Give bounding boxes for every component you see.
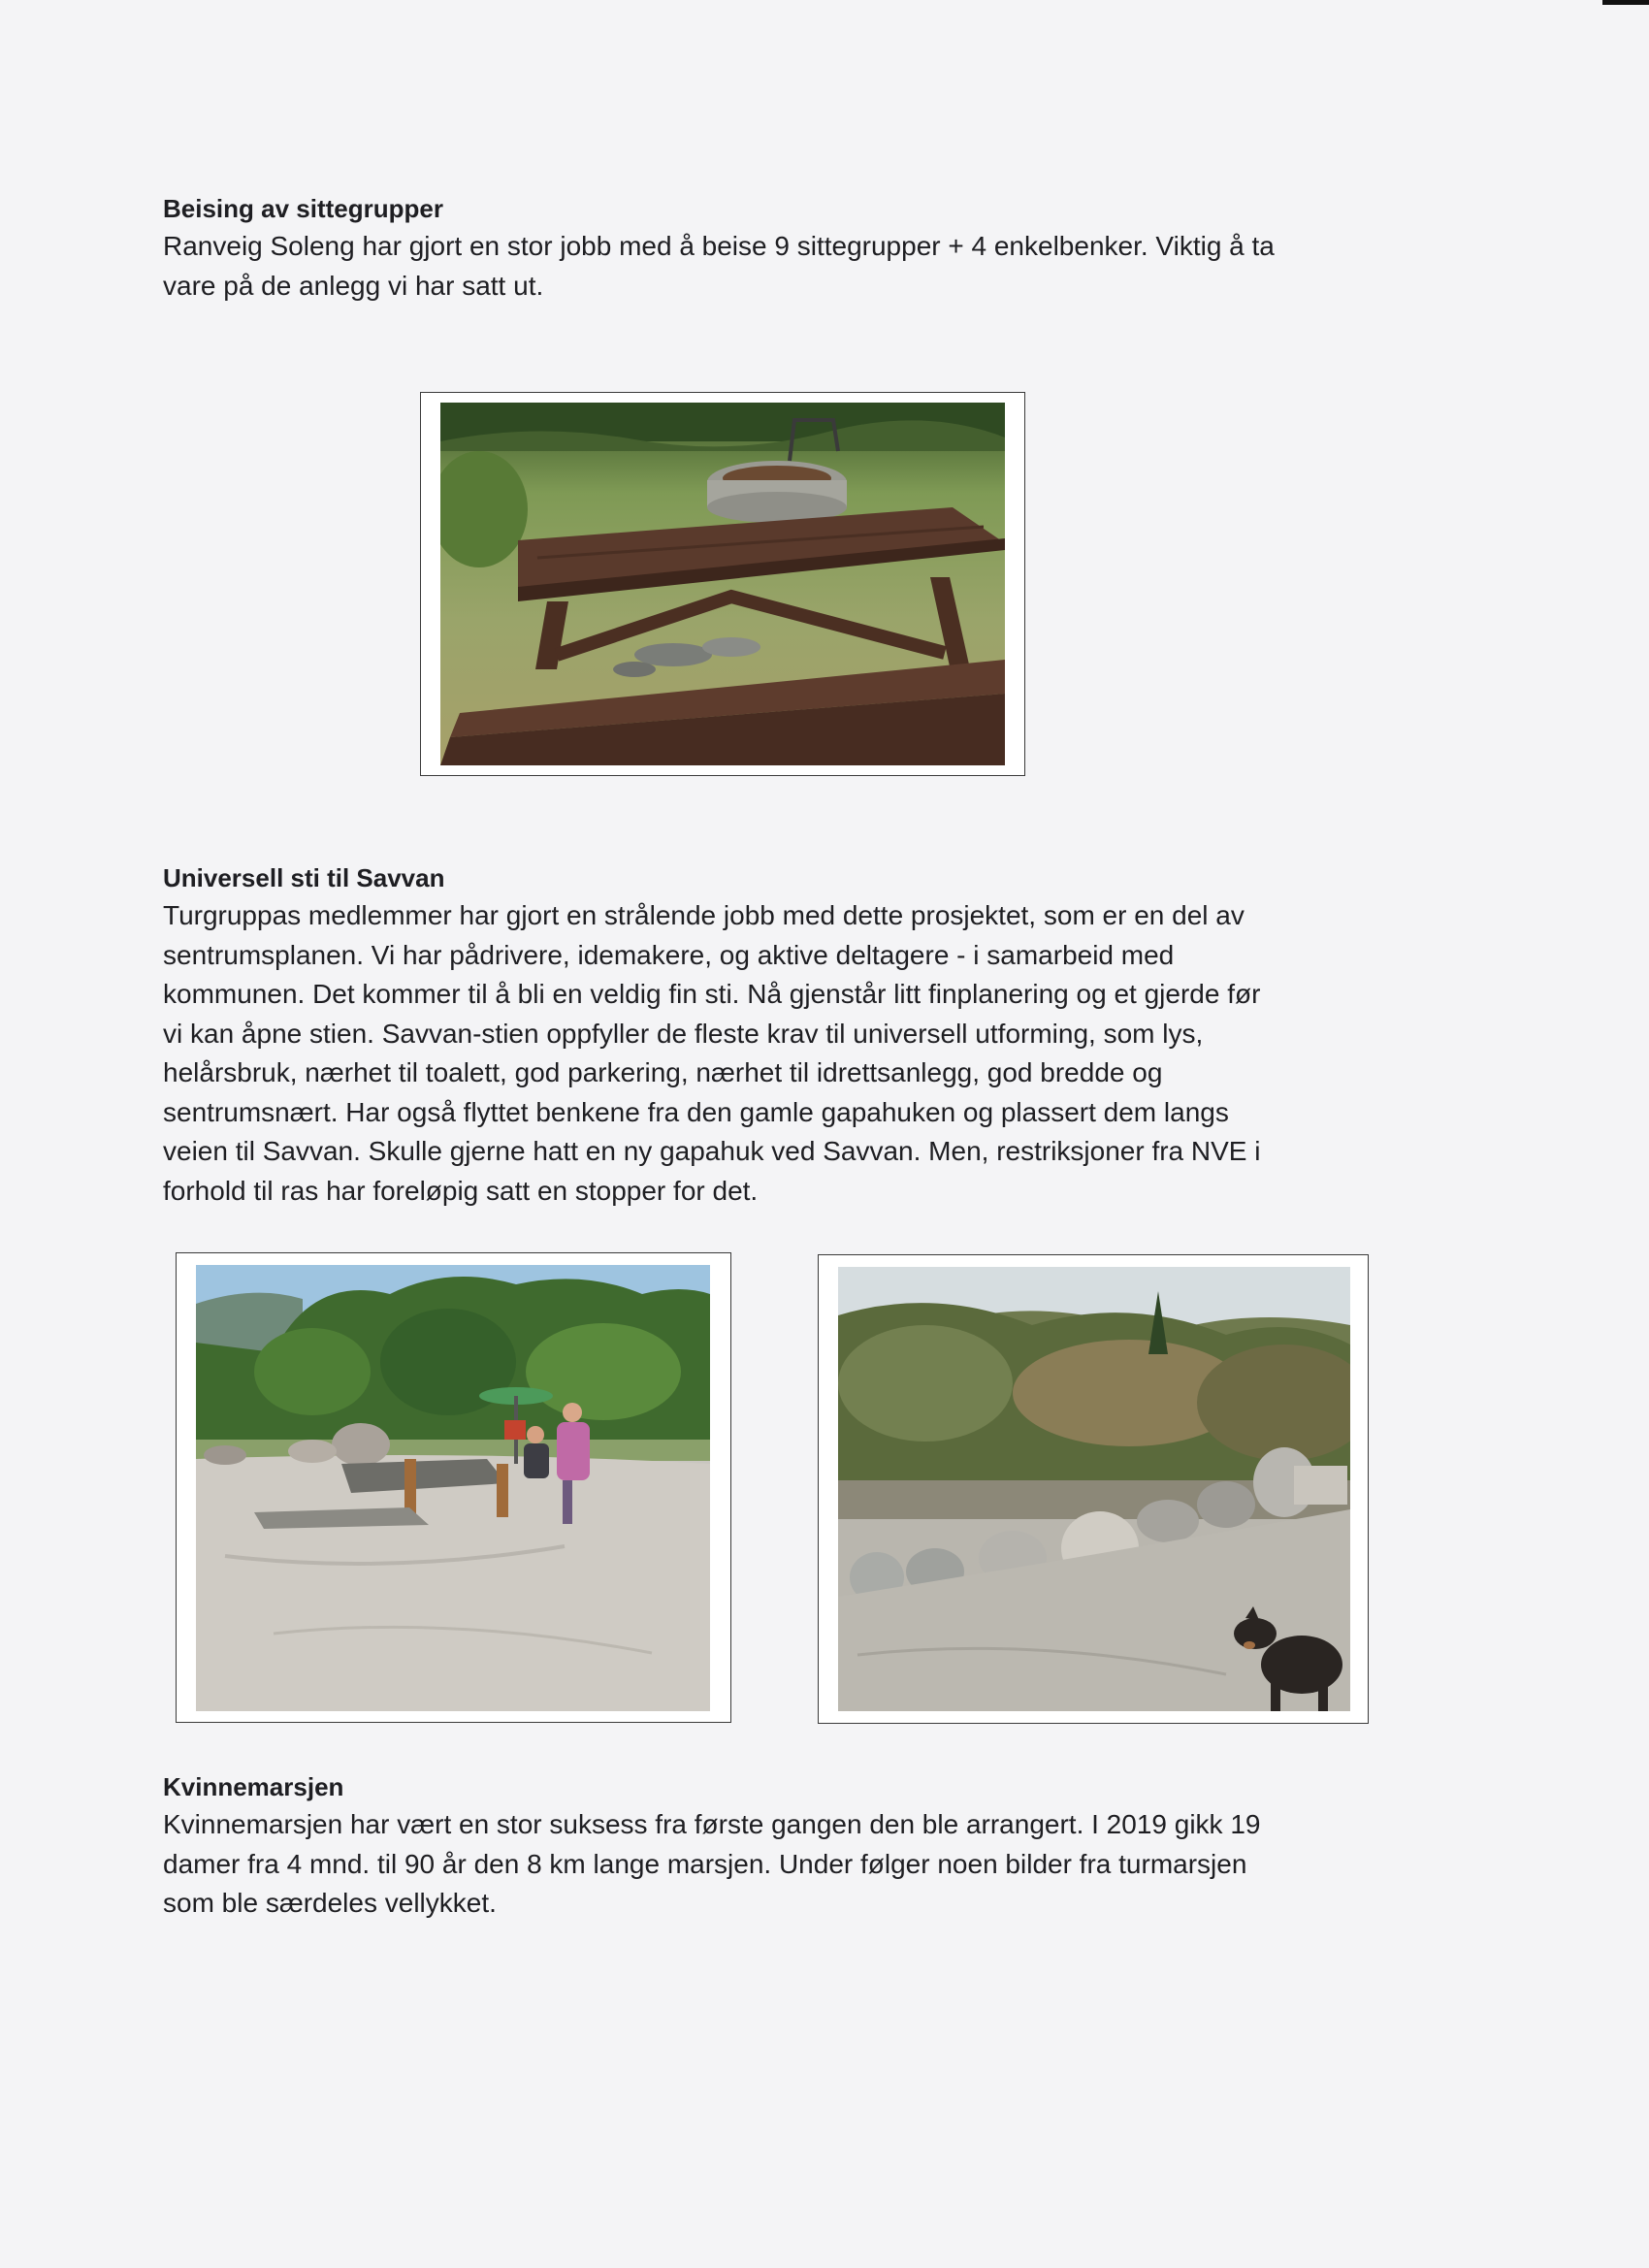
paragraph-line: Kvinnemarsjen har vært en stor suksess fra første gangen den ble arrangert. I 2019 gikk 19 — [163, 1809, 1261, 1839]
paragraph-line: kommunen. Det kommer til å bli en veldig fin sti. Nå gjenstår litt finplanering og et gjerde før — [163, 979, 1261, 1009]
paragraph-line: Ranveig Soleng har gjort en stor jobb med å beise 9 sittegrupper + 4 enkelbenker. Viktig å ta — [163, 231, 1275, 261]
paragraph-line: forhold til ras har foreløpig satt en stopper for det. — [163, 1175, 759, 1206]
section-kvinnemarsjen — [163, 1768, 1424, 1924]
photo-trail-stones-dog — [818, 1254, 1369, 1724]
photo-trail-picnic-area — [176, 1252, 731, 1723]
section-heading-universell-sti: Universell sti til Savvan — [163, 863, 445, 892]
paragraph-line: sentrumsplanen. Vi har pådrivere, idemakere, og aktive deltagere - i samarbeid med — [163, 939, 1175, 970]
paragraph-line: helårsbruk, nærhet til toalett, god parkering, nærhet til idrettsanlegg, god bredde og — [163, 1057, 1163, 1087]
picnic-table-image — [440, 403, 1005, 765]
paragraph-line: Turgruppas medlemmer har gjort en strålende jobb med dette prosjektet, som er en del av — [163, 900, 1245, 930]
section-heading-beising: Beising av sittegrupper — [163, 194, 443, 223]
trail-stones-image — [838, 1267, 1350, 1711]
paragraph-line: veien til Savvan. Skulle gjerne hatt en ny gapahuk ved Savvan. Men, restriksjoner fra NVE i — [163, 1136, 1261, 1166]
photo-picnic-table-fire-pit — [420, 392, 1025, 776]
section-beising — [163, 190, 1424, 306]
paragraph-line: som ble særdeles vellykket. — [163, 1888, 497, 1918]
scan-edge-mark — [1602, 0, 1649, 5]
paragraph-line: sentrumsnært. Har også flyttet benkene fra den gamle gapahuken og plassert dem langs — [163, 1096, 1229, 1127]
section-universell-sti — [163, 859, 1424, 1211]
paragraph-line: damer fra 4 mnd. til 90 år den 8 km lange marsjen. Under følger noen bilder fra turmarsjen — [163, 1848, 1247, 1879]
section-heading-kvinnemarsjen: Kvinnemarsjen — [163, 1772, 344, 1801]
paragraph-line: vi kan åpne stien. Savvan-stien oppfyller de fleste krav til universell utforming, som lys, — [163, 1018, 1204, 1049]
paragraph-line: vare på de anlegg vi har satt ut. — [163, 270, 544, 301]
trail-picnic-image — [196, 1265, 710, 1711]
